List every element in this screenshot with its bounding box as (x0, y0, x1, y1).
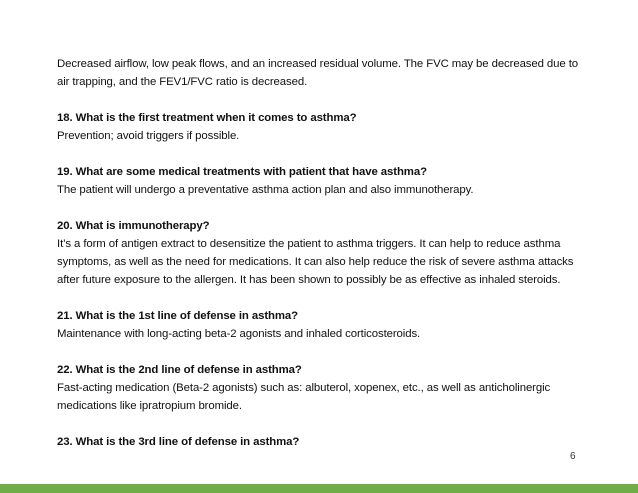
intro-paragraph-block (57, 55, 587, 91)
intro-paragraph: Decreased airflow, low peak flows, and an increased residual volume. The FVC may be decreased due to air trapping, and the FEV1/FVC ratio is decreased. (57, 58, 579, 88)
page-number: 6 (570, 451, 576, 462)
answer-19: The patient will undergo a preventative asthma action plan and also immunotherapy. (57, 184, 474, 196)
answer-20: It’s a form of antigen extract to desensitize the patient to asthma triggers. It can help to reduce asthma symptoms, as well as the need for medications. It can also help reduce the risk of severe asthma attacks after future exposure to the allergen. It has been shown to possibly be as effective as inhaled steroids. (57, 238, 574, 286)
question-19: 19. What are some medical treatments with patient that have asthma? (57, 166, 427, 178)
qa-item-18 (57, 109, 587, 145)
qa-item-21 (57, 307, 587, 343)
answer-21: Maintenance with long-acting beta-2 agonists and inhaled corticosteroids. (57, 328, 421, 340)
question-22: 22. What is the 2nd line of defense in asthma? (57, 364, 302, 376)
question-20: 20. What is immunotherapy? (57, 220, 210, 232)
question-21: 21. What is the 1st line of defense in asthma? (57, 310, 298, 322)
qa-item-22 (57, 361, 587, 415)
question-23: 23. What is the 3rd line of defense in asthma? (57, 436, 300, 448)
answer-18: Prevention; avoid triggers if possible. (57, 130, 240, 142)
qa-item-19 (57, 163, 587, 199)
answer-22: Fast-acting medication (Beta-2 agonists) such as: albuterol, xopenex, etc., as well as anticholinergic medications like ipratropium bromide. (57, 382, 551, 412)
qa-item-23 (57, 433, 587, 451)
question-18: 18. What is the first treatment when it comes to asthma? (57, 112, 357, 124)
qa-item-20 (57, 217, 587, 289)
document-body (57, 55, 587, 451)
footer-accent-bar (0, 484, 638, 493)
